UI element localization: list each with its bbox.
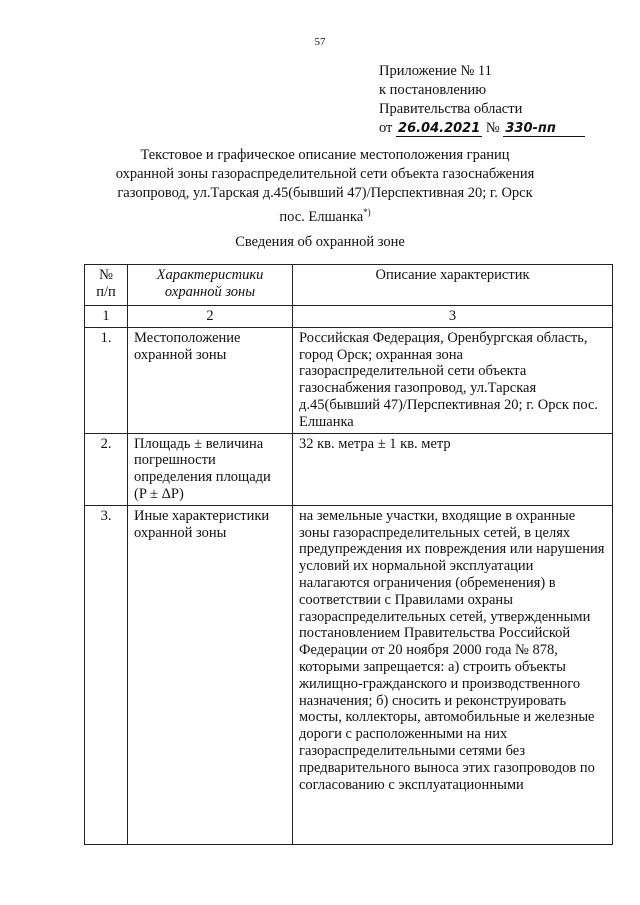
row-characteristic: Площадь ± величина погрешности определения площади (P ± ΔP) [128,433,293,505]
row-description [293,505,613,844]
appendix-line-2: к постановлению [379,82,487,98]
section-title: Сведения об охранной зоне [235,234,405,250]
page-number: 57 [314,36,326,48]
header-characteristics [128,265,293,306]
table-row [85,505,613,844]
table-header-row [85,265,613,306]
row-description: Российская Федерация, Оренбургская область, город Орск; охранная зона газораспределительной сети объекта газоснабжения газопровод, ул.Тарская д.45(бывший 47)/Перспективная 20; г. Орск пос. Елшанка [293,327,613,433]
title-line-1: Текстовое и графическое описание местоположения границ [140,147,510,163]
number-prefix: № [485,120,500,136]
protected-zone-table [84,264,613,845]
header-description: Описание характеристик [293,265,613,306]
appendix-block [379,62,619,138]
row-number: 3. [85,505,128,844]
row-description: 32 кв. метра ± 1 кв. метр [293,433,613,505]
date-prefix: от [379,120,393,136]
handwritten-date: 26.04.2021 [398,121,481,136]
title-line-4-text: пос. Елшанка [279,208,364,225]
row-characteristic: Местоположение охранной зоны [128,327,293,433]
header-number [85,265,128,306]
header-number-line-1: № [99,267,113,283]
handwritten-number: 330-пп [503,121,585,137]
row-number: 2. [85,433,128,505]
title-line-2: охранной зоны газораспределительной сети объекта газоснабжения [115,166,535,182]
header-characteristics-line-1: Характеристики [156,267,264,283]
row-characteristic: Иные характеристики охранной зоны [128,505,293,844]
column-number-2: 2 [128,306,293,328]
column-number-1: 1 [85,306,128,328]
row-description-text: на земельные участки, входящие в охранные зоны газораспределительных сетей, в целях предупреждения их повреждения или нарушения условий их нормальной эксплуатации налагаются ограничения (обременения) в соответствии с Правилами охраны газораспределительных сетей, утвержденными постановлением Правительства Российской Федерации от 20 ноября 2000 года № 878, которыми запрещается: а) строить объекты жилищно-гражданского и производственного назначения; б) сносить и реконструировать мосты, коллекторы, автомобильные и железные дороги с расположенными на них газораспределительными сетями без предварительного выноса этих газопроводов по согласованию с эксплуатационными [299,507,605,793]
table-row [85,327,613,433]
title-line-3: газопровод, ул.Тарская д.45(бывший 47)/Перспективная 20; г. Орск [117,185,533,201]
footnote-mark: *) [363,207,371,217]
title-line-4 [60,203,590,227]
header-characteristics-line-2: охранной зоны [164,283,256,300]
appendix-date-line [379,119,619,138]
document-title [60,146,590,227]
column-number-row [85,306,613,328]
appendix-line-1: Приложение № 11 [379,63,492,79]
row-number: 1. [85,327,128,433]
table-row [85,433,613,505]
appendix-line-3: Правительства области [379,101,523,117]
column-number-3: 3 [293,306,613,328]
header-number-line-2: п/п [96,283,116,300]
